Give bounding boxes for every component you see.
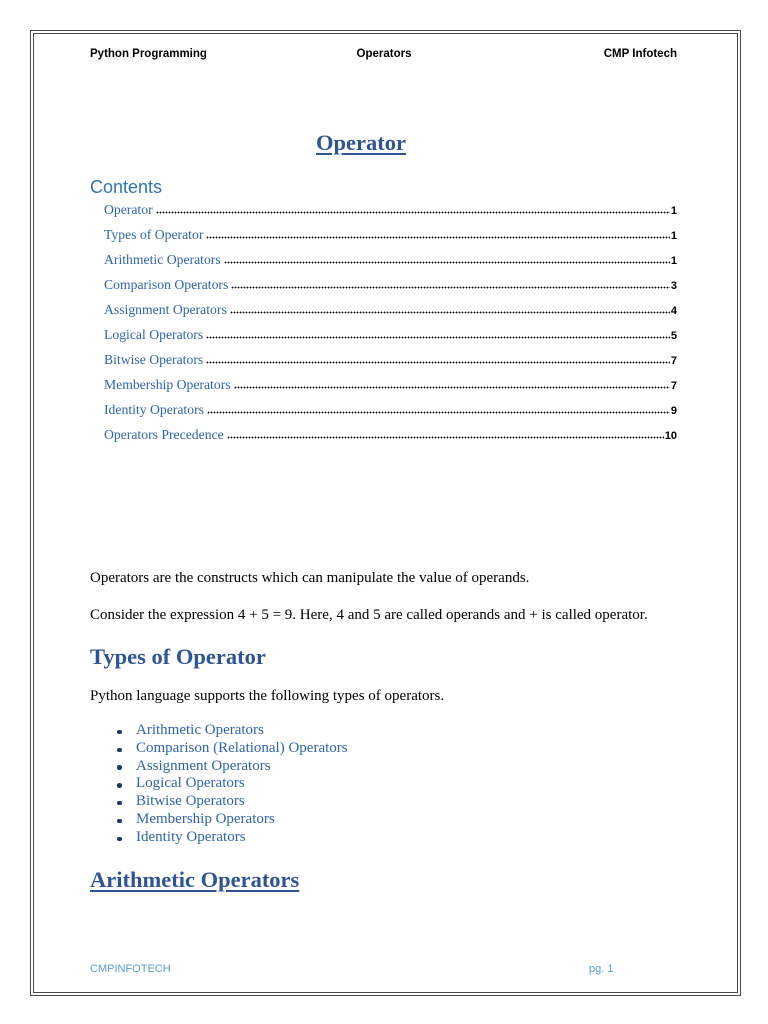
toc-entry[interactable] xyxy=(104,297,677,322)
bullet-icon xyxy=(117,837,122,842)
toc-entry[interactable] xyxy=(104,222,677,247)
toc-dot-leader xyxy=(224,261,670,264)
toc-entry-label: Assignment Operators xyxy=(104,302,227,317)
toc-dot-leader xyxy=(231,286,670,289)
toc-entry-label: Types of Operator xyxy=(104,227,204,242)
toc-entry-label: Logical Operators xyxy=(104,327,204,342)
intro-paragraph: Consider the expression 4 + 5 = 9. Here, 4 and 5 are called operands and + is called operator. xyxy=(90,607,648,623)
toc-entry[interactable] xyxy=(104,247,677,272)
toc-page-number: 1 xyxy=(670,205,677,217)
list-item-label: Identity Operators xyxy=(136,828,246,845)
toc-entry-label: Comparison Operators xyxy=(104,277,229,292)
bullet-icon xyxy=(117,801,122,806)
list-item-label: Arithmetic Operators xyxy=(136,722,264,738)
toc-dot-leader xyxy=(206,361,670,364)
list-item xyxy=(110,829,348,847)
toc-entry[interactable] xyxy=(104,397,677,422)
toc-entry[interactable] xyxy=(104,197,677,222)
toc-entry-label: Operators Precedence xyxy=(104,427,224,442)
toc-dot-leader xyxy=(207,411,670,414)
bullet-icon xyxy=(117,748,122,753)
list-item xyxy=(110,775,348,793)
toc-page-number: 1 xyxy=(670,255,677,267)
toc-entry[interactable] xyxy=(104,422,677,447)
toc-entry-label: Membership Operators xyxy=(104,377,231,392)
header-chapter-title: Operators xyxy=(356,48,412,60)
toc-page-number: 5 xyxy=(670,330,677,342)
toc-entry-label: Operator xyxy=(104,202,153,217)
toc-entry[interactable] xyxy=(104,272,677,297)
intro-paragraph: Operators are the constructs which can manipulate the value of operands. xyxy=(90,570,530,586)
toc-entry[interactable] xyxy=(104,322,677,347)
toc-entry[interactable] xyxy=(104,347,677,372)
toc-entry[interactable] xyxy=(104,372,677,397)
list-item-label: Comparison (Relational) Operators xyxy=(136,739,348,756)
bullet-icon xyxy=(117,730,122,735)
bullet-icon xyxy=(117,765,122,770)
list-item xyxy=(110,740,348,758)
list-item xyxy=(110,811,348,829)
toc-dot-leader xyxy=(227,436,664,439)
toc-dot-leader xyxy=(156,211,670,214)
list-item-label: Logical Operators xyxy=(136,775,245,792)
toc-page-number: 4 xyxy=(670,305,677,317)
list-item xyxy=(110,722,348,740)
footer-brand: CMPINFOTECH xyxy=(90,963,171,975)
toc-page-number: 7 xyxy=(670,380,677,392)
operator-types-list xyxy=(110,722,348,847)
types-lead-paragraph: Python language supports the following types of operators. xyxy=(90,688,445,704)
toc-dot-leader xyxy=(206,236,669,239)
toc-heading: Contents xyxy=(90,177,163,197)
section-heading-types: Types of Operator xyxy=(90,644,266,669)
toc-entry-label: Arithmetic Operators xyxy=(104,252,221,267)
toc-page-number: 3 xyxy=(670,280,677,292)
toc-page-number: 7 xyxy=(670,355,677,367)
list-item xyxy=(110,758,348,776)
footer-page-number: pg. 1 xyxy=(589,963,614,975)
toc-dot-leader xyxy=(230,311,670,314)
header-publisher: CMP Infotech xyxy=(603,48,677,60)
toc-page-number: 9 xyxy=(670,405,677,417)
toc-entry-label: Identity Operators xyxy=(104,402,204,417)
table-of-contents xyxy=(104,197,677,447)
bullet-icon xyxy=(117,783,122,788)
list-item-label: Membership Operators xyxy=(136,810,275,827)
section-heading-arithmetic: Arithmetic Operators xyxy=(90,867,300,892)
toc-page-number: 1 xyxy=(670,230,677,242)
toc-dot-leader xyxy=(234,386,670,389)
list-item-label: Assignment Operators xyxy=(136,757,271,774)
list-item xyxy=(110,793,348,811)
document-title: Operator xyxy=(316,130,406,155)
header-course-title: Python Programming xyxy=(90,48,207,60)
toc-entry-label: Bitwise Operators xyxy=(104,352,204,367)
list-item-label: Bitwise Operators xyxy=(136,793,245,810)
toc-page-number: 10 xyxy=(664,430,677,442)
page-border xyxy=(30,30,741,996)
toc-dot-leader xyxy=(206,336,670,339)
bullet-icon xyxy=(117,819,122,824)
